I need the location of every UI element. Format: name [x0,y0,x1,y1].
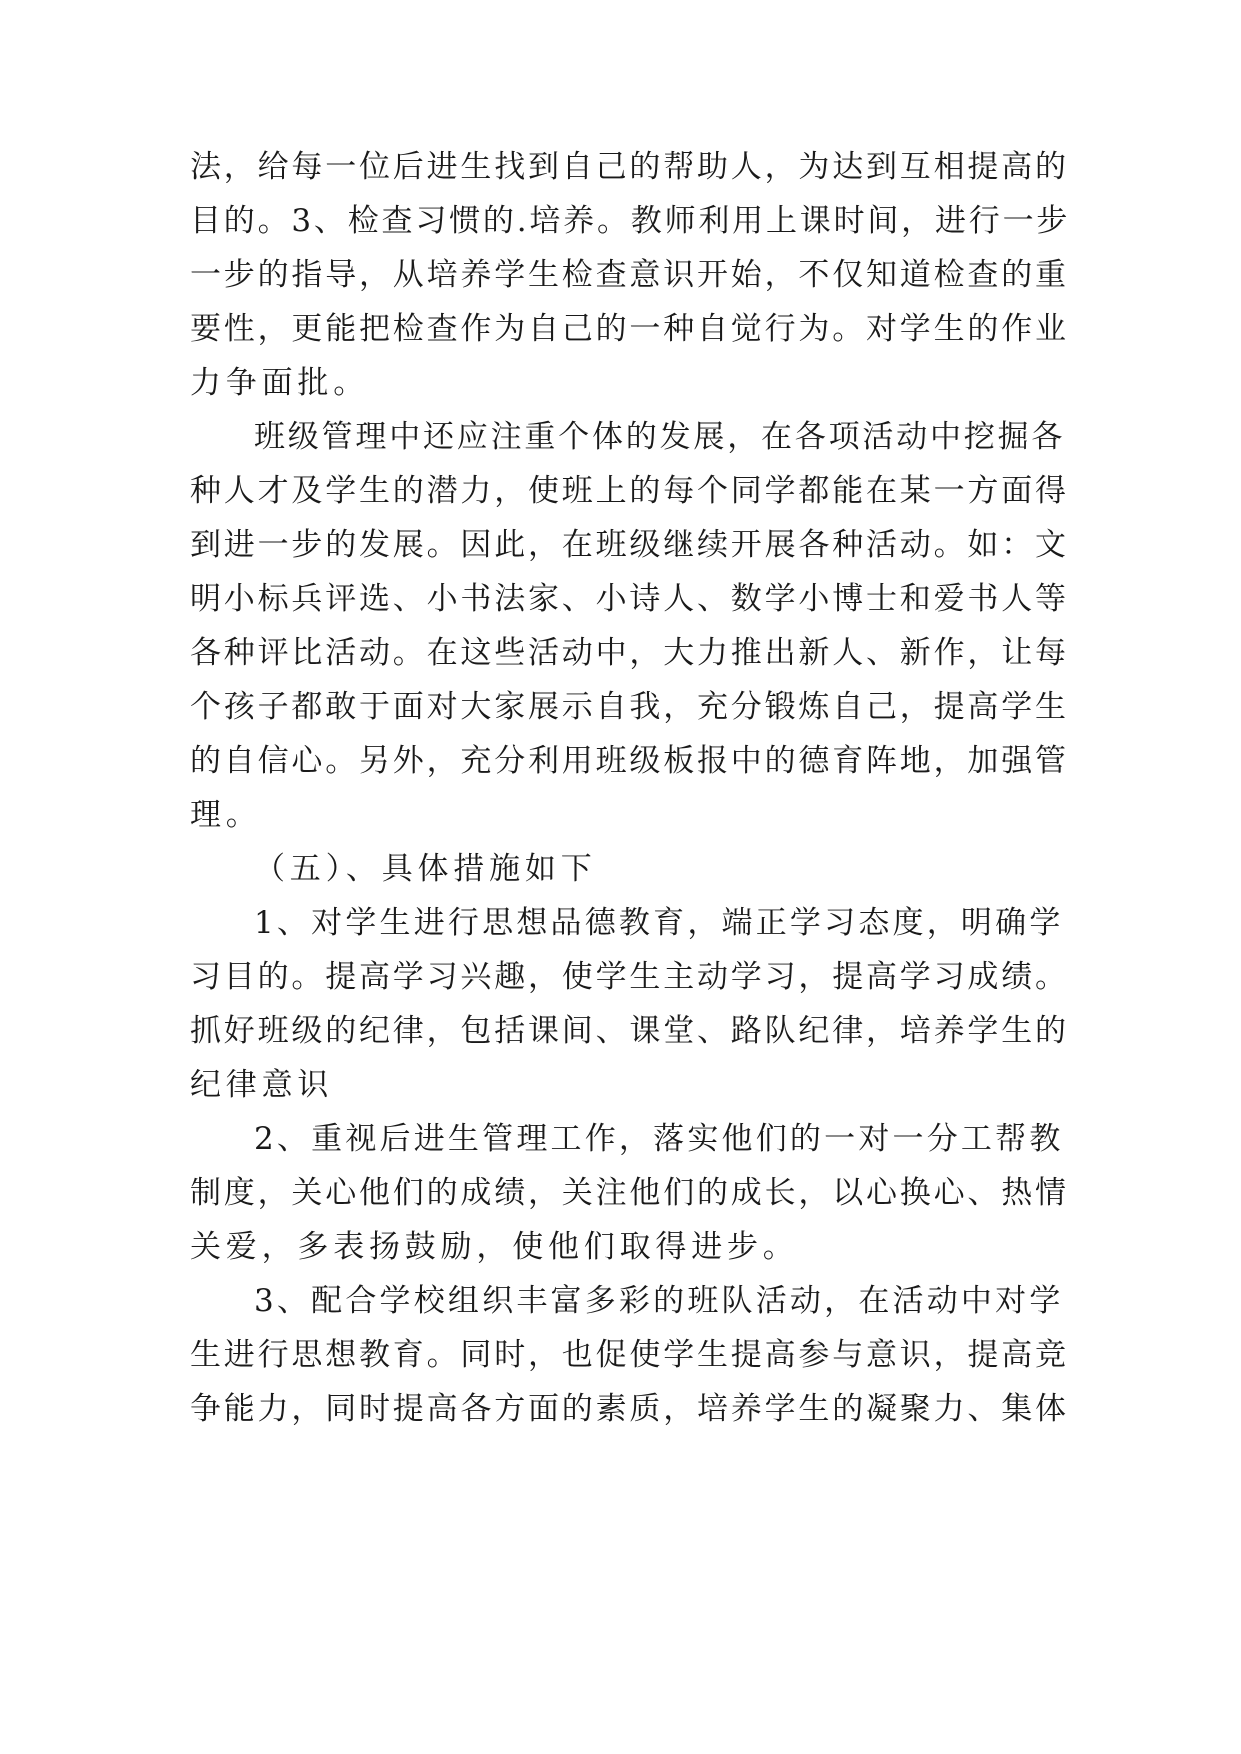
paragraph-start-line: 3、配合学校组织丰富多彩的班队活动，在活动中对学 [254,1283,1064,1319]
text-line: 到进一步的发展。因此，在班级继续开展各种活动。如：文 [190,527,1069,563]
text-line: 明小标兵评选、小书法家、小诗人、数学小博士和爱书人等 [190,581,1069,617]
text-line: 理。 [190,797,262,833]
text-line: 争能力，同时提高各方面的素质，培养学生的凝聚力、集体 [190,1391,1069,1427]
paragraph-start-line: 2、重视后进生管理工作，落实他们的一对一分工帮教 [254,1121,1064,1157]
text-line: 制度，关心他们的成绩，关注他们的成长，以心换心、热情 [190,1175,1069,1211]
text-line: 一步的指导，从培养学生检查意识开始，不仅知道检查的重 [190,257,1069,293]
text-line: 关爱，多表扬鼓励，使他们取得进步。 [190,1229,799,1265]
text-line: 各种评比活动。在这些活动中，大力推出新人、新作，让每 [190,635,1069,671]
text-line: 纪律意识 [190,1067,334,1103]
section-heading: （五）、具体措施如下 [254,851,597,887]
text-line: 要性，更能把检查作为自己的一种自觉行为。对学生的作业 [190,311,1069,347]
paragraph-start-line: 班级管理中还应注重个体的发展，在各项活动中挖掘各 [254,419,1066,455]
text-line: 种人才及学生的潜力，使班上的每个同学都能在某一方面得 [190,473,1069,509]
text-line: 目的。3、检查习惯的.培养。教师利用上课时间，进行一步 [190,203,1071,239]
text-line: 法，给每一位后进生找到自己的帮助人，为达到互相提高的 [190,149,1069,185]
text-line: 的自信心。另外，充分利用班级板报中的德育阵地，加强管 [190,743,1069,779]
paragraph-start-line: 1、对学生进行思想品德教育，端正学习态度，明确学 [254,905,1064,941]
text-line: 力争面批。 [190,365,369,401]
text-line: 生进行思想教育。同时，也促使学生提高参与意识，提高竞 [190,1337,1069,1373]
text-line: 抓好班级的纪律，包括课间、课堂、路队纪律，培养学生的 [190,1013,1069,1049]
text-line: 个孩子都敢于面对大家展示自我，充分锻炼自己，提高学生 [190,689,1069,725]
text-line: 习目的。提高学习兴趣，使学生主动学习，提高学习成绩。 [190,959,1069,995]
